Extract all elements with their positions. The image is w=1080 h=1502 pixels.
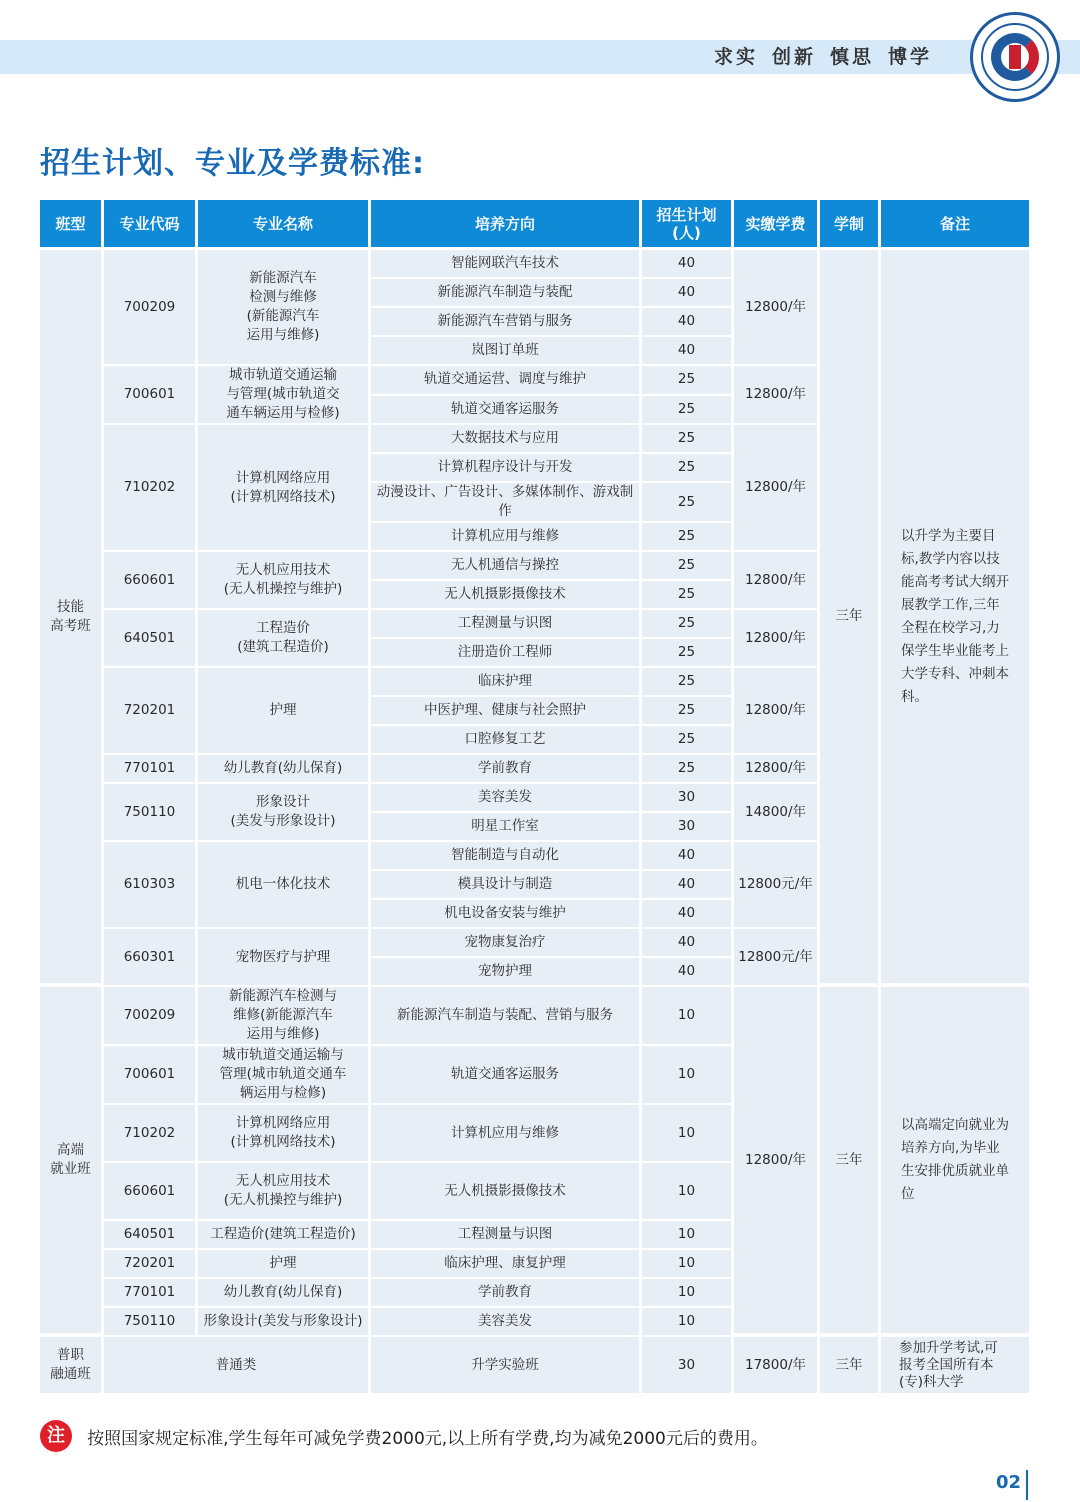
major-code-cell: 750110	[104, 1308, 195, 1337]
direction-cell: 轨道交通客运服务	[371, 1046, 639, 1105]
major-code-cell: 660301	[104, 929, 195, 987]
direction-cell: 计算机程序设计与开发	[371, 454, 639, 483]
table-row	[40, 250, 1029, 279]
class-type-cell: 高端 就业班	[40, 987, 101, 1337]
major-name-cell: 新能源汽车检测与 维修(新能源汽车 运用与维修)	[198, 987, 368, 1046]
major-name-cell: 机电一体化技术	[198, 842, 368, 929]
page-title: 招生计划、专业及学费标准:	[40, 146, 425, 181]
table-row	[40, 987, 1029, 1046]
major-code-cell: 610303	[104, 842, 195, 929]
quota-cell: 25	[642, 366, 731, 396]
quota-cell: 40	[642, 308, 731, 337]
quota-cell: 10	[642, 987, 731, 1046]
column-header: 专业代码	[104, 200, 195, 250]
direction-cell: 机电设备安装与维护	[371, 900, 639, 929]
quota-cell: 40	[642, 250, 731, 279]
direction-cell: 升学实验班	[371, 1337, 639, 1395]
direction-cell: 美容美发	[371, 784, 639, 813]
direction-cell: 计算机应用与维修	[371, 1105, 639, 1163]
quota-cell: 25	[642, 552, 731, 581]
major-code-cell: 700209	[104, 250, 195, 366]
fee-cell: 14800/年	[734, 784, 817, 842]
direction-cell: 宠物护理	[371, 958, 639, 987]
direction-cell: 临床护理	[371, 668, 639, 697]
direction-cell: 临床护理、康复护理	[371, 1250, 639, 1279]
direction-cell: 中医护理、健康与社会照护	[371, 697, 639, 726]
column-header: 学制	[820, 200, 878, 250]
major-code-cell: 700601	[104, 366, 195, 425]
major-name-cell: 形象设计(美发与形象设计)	[198, 1308, 368, 1337]
page-number-bar	[1026, 1470, 1028, 1500]
fee-cell: 12800/年	[734, 610, 817, 668]
major-name-cell: 城市轨道交通运输与 管理(城市轨道交通车 辆运用与检修)	[198, 1046, 368, 1105]
duration-cell: 三年	[820, 1337, 878, 1395]
direction-cell: 宠物康复治疗	[371, 929, 639, 958]
major-name-cell: 形象设计 (美发与形象设计)	[198, 784, 368, 842]
column-header: 实缴学费	[734, 200, 817, 250]
table-row	[40, 1337, 1029, 1395]
major-name-cell: 新能源汽车 检测与维修 (新能源汽车 运用与维修)	[198, 250, 368, 366]
fee-cell: 12800元/年	[734, 929, 817, 987]
quota-cell: 40	[642, 842, 731, 871]
major-code-cell: 770101	[104, 1279, 195, 1308]
direction-cell: 工程测量与识图	[371, 1221, 639, 1250]
direction-cell: 智能网联汽车技术	[371, 250, 639, 279]
quota-cell: 40	[642, 929, 731, 958]
quota-cell: 25	[642, 726, 731, 755]
quota-cell: 25	[642, 610, 731, 639]
quota-cell: 10	[642, 1279, 731, 1308]
quota-cell: 25	[642, 483, 731, 523]
direction-cell: 新能源汽车制造与装配	[371, 279, 639, 308]
direction-cell: 学前教育	[371, 1279, 639, 1308]
quota-cell: 10	[642, 1105, 731, 1163]
direction-cell: 大数据技术与应用	[371, 425, 639, 454]
major-name-cell: 幼儿教育(幼儿保育)	[198, 755, 368, 784]
table-header-row	[40, 200, 1029, 250]
major-code-cell: 750110	[104, 784, 195, 842]
major-code-cell: 710202	[104, 1105, 195, 1163]
quota-cell: 40	[642, 900, 731, 929]
quota-cell: 25	[642, 581, 731, 610]
major-code-cell: 660601	[104, 552, 195, 610]
major-code-cell: 640501	[104, 610, 195, 668]
major-name-cell: 城市轨道交通运输 与管理(城市轨道交 通车辆运用与检修)	[198, 366, 368, 425]
major-code-cell: 720201	[104, 668, 195, 755]
fee-cell: 12800/年	[734, 987, 817, 1337]
quota-cell: 25	[642, 396, 731, 426]
direction-cell: 动漫设计、广告设计、多媒体制作、游戏制作	[371, 483, 639, 523]
major-name-cell: 宠物医疗与护理	[198, 929, 368, 987]
major-code-cell: 660601	[104, 1163, 195, 1221]
major-name-cell: 计算机网络应用 (计算机网络技术)	[198, 425, 368, 552]
direction-cell: 新能源汽车营销与服务	[371, 308, 639, 337]
remark-cell: 以升学为主要目标,教学内容以技能高考考试大纲开展教学工作,三年全程在校学习,力保学生毕业能考上大学专科、冲刺本科。	[881, 250, 1029, 987]
quota-cell: 10	[642, 1221, 731, 1250]
quota-cell: 30	[642, 813, 731, 842]
motto-word: 求实	[713, 46, 758, 68]
fee-cell: 12800/年	[734, 668, 817, 755]
direction-cell: 模具设计与制造	[371, 871, 639, 900]
quota-cell: 10	[642, 1046, 731, 1105]
quota-cell: 25	[642, 639, 731, 668]
quota-cell: 25	[642, 697, 731, 726]
motto-word: 博学	[887, 46, 932, 68]
direction-cell: 无人机摄影摄像技术	[371, 581, 639, 610]
direction-cell: 明星工作室	[371, 813, 639, 842]
quota-cell: 25	[642, 454, 731, 483]
enrollment-plan-table	[37, 200, 1032, 1395]
major-code-cell: 770101	[104, 755, 195, 784]
class-type-cell: 技能 高考班	[40, 250, 101, 987]
major-code-cell: 710202	[104, 425, 195, 552]
fee-cell: 12800/年	[734, 250, 817, 366]
major-name-cell: 工程造价 (建筑工程造价)	[198, 610, 368, 668]
quota-cell: 40	[642, 958, 731, 987]
remark-cell: 以高端定向就业为培养方向,为毕业生安排优质就业单位	[881, 987, 1029, 1337]
direction-cell: 学前教育	[371, 755, 639, 784]
major-name-cell: 工程造价(建筑工程造价)	[198, 1221, 368, 1250]
class-type-cell: 普职 融通班	[40, 1337, 101, 1395]
quota-cell: 25	[642, 668, 731, 697]
fee-cell: 12800/年	[734, 425, 817, 552]
duration-cell: 三年	[820, 987, 878, 1337]
direction-cell: 无人机通信与操控	[371, 552, 639, 581]
major-code-cell: 700209	[104, 987, 195, 1046]
school-motto	[714, 40, 932, 74]
column-header: 备注	[881, 200, 1029, 250]
quota-cell: 25	[642, 755, 731, 784]
quota-cell: 10	[642, 1308, 731, 1337]
major-code-cell: 640501	[104, 1221, 195, 1250]
direction-cell: 智能制造与自动化	[371, 842, 639, 871]
direction-cell: 注册造价工程师	[371, 639, 639, 668]
major-name-cell: 无人机应用技术 (无人机操控与维护)	[198, 552, 368, 610]
page-number: 02	[996, 1472, 1022, 1493]
quota-cell: 30	[642, 1337, 731, 1395]
direction-cell: 工程测量与识图	[371, 610, 639, 639]
direction-cell: 轨道交通客运服务	[371, 396, 639, 426]
quota-cell: 30	[642, 784, 731, 813]
fee-cell: 12800/年	[734, 552, 817, 610]
column-header: 班型	[40, 200, 101, 250]
major-name-cell: 护理	[198, 1250, 368, 1279]
major-code-cell: 700601	[104, 1046, 195, 1105]
remark-cell: 参加升学考试,可报考全国所有本(专)科大学	[881, 1337, 1029, 1395]
fee-cell: 12800/年	[734, 755, 817, 784]
column-header: 专业名称	[198, 200, 368, 250]
major-code-cell: 720201	[104, 1250, 195, 1279]
direction-cell: 口腔修复工艺	[371, 726, 639, 755]
duration-cell: 三年	[820, 250, 878, 987]
quota-cell: 25	[642, 425, 731, 454]
motto-word: 创新	[771, 46, 816, 68]
fee-cell: 17800/年	[734, 1337, 817, 1395]
direction-cell: 美容美发	[371, 1308, 639, 1337]
direction-cell: 轨道交通运营、调度与维护	[371, 366, 639, 396]
direction-cell: 无人机摄影摄像技术	[371, 1163, 639, 1221]
motto-word: 慎思	[829, 46, 874, 68]
direction-cell: 计算机应用与维修	[371, 523, 639, 552]
column-header: 培养方向	[371, 200, 639, 250]
footnote	[40, 1420, 768, 1452]
major-name-cell: 护理	[198, 668, 368, 755]
major-name-cell: 无人机应用技术 (无人机操控与维护)	[198, 1163, 368, 1221]
footnote-text: 按照国家规定标准,学生每年可减免学费2000元,以上所有学费,均为减免2000元后的费用。	[87, 1428, 768, 1449]
column-header: 招生计划 (人)	[642, 200, 731, 250]
quota-cell: 40	[642, 337, 731, 366]
quota-cell: 10	[642, 1163, 731, 1221]
major-name-cell: 幼儿教育(幼儿保育)	[198, 1279, 368, 1308]
major-name-cell: 普通类	[104, 1337, 368, 1395]
quota-cell: 10	[642, 1250, 731, 1279]
direction-cell: 新能源汽车制造与装配、营销与服务	[371, 987, 639, 1046]
direction-cell: 岚图订单班	[371, 337, 639, 366]
fee-cell: 12800/年	[734, 366, 817, 425]
fee-cell: 12800元/年	[734, 842, 817, 929]
quota-cell: 25	[642, 523, 731, 552]
major-name-cell: 计算机网络应用 (计算机网络技术)	[198, 1105, 368, 1163]
quota-cell: 40	[642, 871, 731, 900]
school-logo-icon	[970, 12, 1060, 102]
quota-cell: 40	[642, 279, 731, 308]
note-badge: 注	[40, 1420, 72, 1452]
